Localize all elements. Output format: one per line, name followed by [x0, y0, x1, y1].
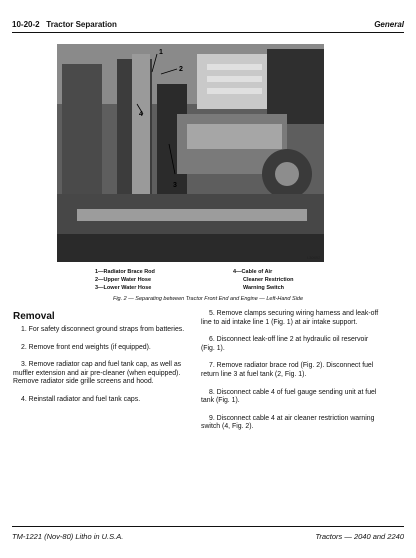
step-paragraph: 4. Reinstall radiator and fuel tank caps. — [21, 395, 141, 403]
step-paragraph: 1. For safety disconnect ground straps from batteries. — [21, 326, 185, 333]
legend-item: 1—Radiator Brace Rod — [95, 269, 155, 275]
figure-caption: Fig. 2 — Separating between Tractor Front End and Engine — Left-Hand Side — [112, 296, 304, 302]
header-category: General — [374, 20, 404, 29]
step-paragraph: 5. Remove clamps securing wiring harness and leak-off line to aid intake line 1 (Fig. 1) at air intake support. — [201, 310, 379, 326]
legend-item-continued: Warning Switch — [243, 285, 285, 291]
section-title-header: Tractor Separation — [46, 20, 117, 29]
page-header — [12, 18, 404, 33]
legend-item: 4—Cable of Air — [233, 269, 273, 275]
step-paragraph: 8. Disconnect cable 4 of fuel gauge sending unit at fuel tank (Fig. 1). — [201, 388, 377, 405]
step-paragraph: 2. Remove front end weights (if equipped). — [21, 343, 151, 351]
steps-column-left — [13, 326, 189, 414]
step-paragraph: 3. Remove radiator cap and fuel tank cap, as well as muffler extension and air pre-cleaner (when equipped). Remove radiator side grille screens and hood. — [13, 361, 182, 386]
page-footer — [12, 526, 404, 543]
figure-legend-left — [95, 268, 155, 292]
steps-column-right — [201, 310, 379, 441]
callout-4: 4 — [139, 111, 143, 118]
callout-2: 2 — [179, 66, 183, 73]
section-number: 10-20-2 — [12, 20, 40, 29]
step-paragraph: 6. Disconnect leak-off line 2 at hydraulic oil reservoir (Fig. 1). — [201, 336, 369, 352]
callout-3: 3 — [173, 182, 177, 189]
legend-item-continued: Cleaner Restriction — [243, 277, 294, 283]
removal-heading: Removal — [13, 311, 55, 322]
engine-photo-illustration — [57, 44, 324, 262]
footer-publication: TM-1221 (Nov-80) Litho in U.S.A. — [12, 532, 124, 541]
legend-item: 2—Upper Water Hose — [95, 277, 152, 283]
photo-id: L30652 — [307, 255, 321, 260]
step-paragraph: 7. Remove radiator brace rod (Fig. 2). Disconnect fuel return line 3 at fuel tank (2, Fig. 1). — [201, 362, 374, 378]
engine-photo — [57, 44, 324, 262]
footer-models: Tractors — 2040 and 2240 — [315, 532, 404, 541]
figure-legend-right — [233, 268, 293, 292]
header-section — [12, 20, 117, 29]
callout-1: 1 — [159, 49, 163, 56]
step-paragraph: 9. Disconnect cable 4 at air cleaner restriction warning switch (4, Fig. 2). — [201, 414, 375, 431]
legend-item: 3—Lower Water Hose — [95, 285, 152, 291]
